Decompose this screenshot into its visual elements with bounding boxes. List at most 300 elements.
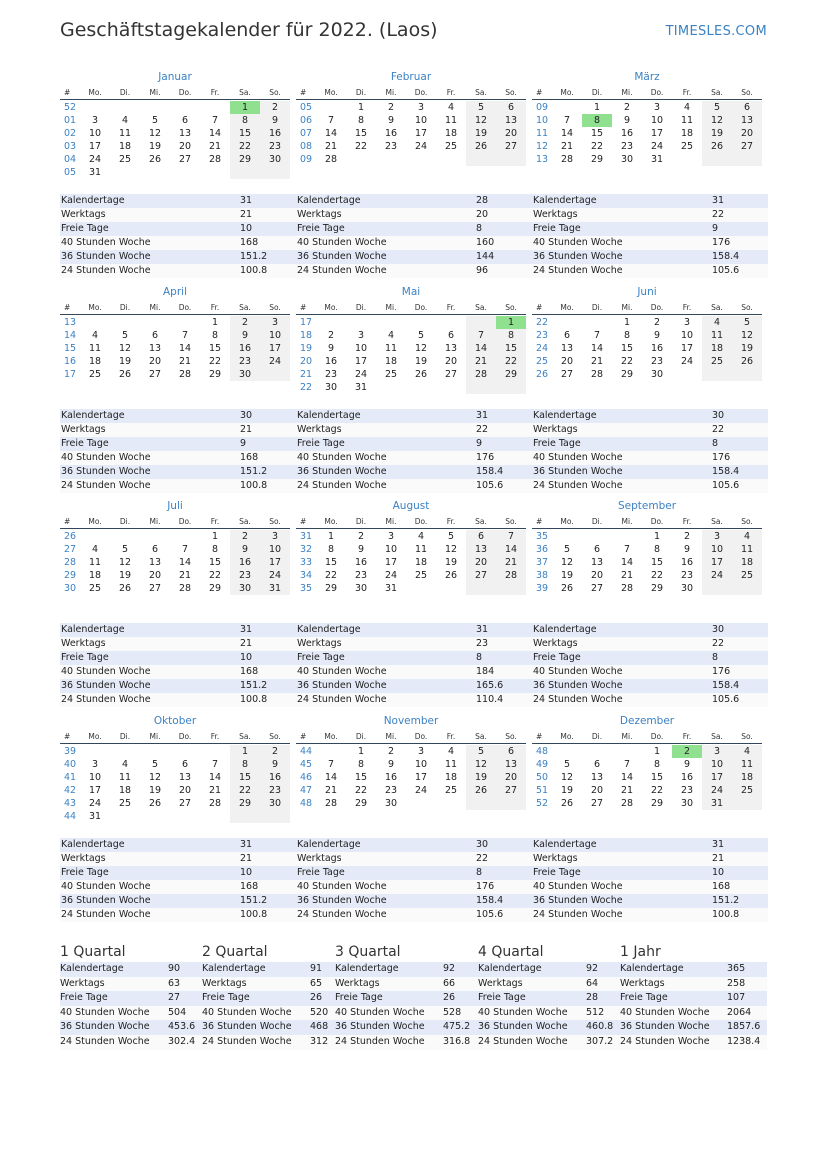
day-cell[interactable]: 29	[590, 154, 604, 165]
day-cell[interactable]: 14	[496, 543, 526, 556]
day-cell[interactable]: 7	[211, 115, 219, 126]
day-cell[interactable]: 5	[151, 115, 159, 126]
day-cell[interactable]: 11	[680, 115, 694, 126]
day-cell[interactable]: 9	[327, 343, 335, 354]
day-cell[interactable]: 8	[357, 115, 365, 126]
day-cell[interactable]: 11	[88, 557, 102, 568]
day-cell[interactable]: 29	[650, 583, 664, 594]
day-cell[interactable]: 20	[466, 556, 496, 569]
day-cell[interactable]: 23	[384, 785, 398, 796]
day-cell[interactable]: 21	[324, 785, 338, 796]
day-cell[interactable]: 9	[230, 329, 260, 342]
day-cell[interactable]: 6	[181, 759, 189, 770]
day-cell[interactable]: 20	[148, 570, 162, 581]
day-cell[interactable]: 5	[417, 330, 425, 341]
day-cell[interactable]: 27	[466, 569, 496, 582]
day-cell[interactable]: 1	[211, 317, 219, 328]
day-cell[interactable]: 23	[650, 356, 664, 367]
day-cell[interactable]: 20	[148, 356, 162, 367]
day-cell[interactable]: 21	[178, 570, 192, 581]
day-cell[interactable]: 10	[88, 772, 102, 783]
day-cell[interactable]: 22	[354, 141, 368, 152]
day-cell[interactable]: 30	[384, 798, 398, 809]
day-cell[interactable]: 26	[732, 355, 762, 368]
day-cell[interactable]: 26	[466, 140, 496, 153]
day-cell[interactable]: 7	[563, 115, 571, 126]
day-cell[interactable]: 20	[732, 127, 762, 140]
day-cell[interactable]: 12	[732, 329, 762, 342]
day-cell[interactable]: 24	[354, 369, 368, 380]
day-cell[interactable]: 18	[732, 556, 762, 569]
day-cell[interactable]: 29	[324, 583, 338, 594]
day-cell[interactable]: 16	[354, 557, 368, 568]
day-cell[interactable]: 25	[118, 798, 132, 809]
day-cell[interactable]: 26	[118, 583, 132, 594]
day-cell[interactable]: 30	[354, 583, 368, 594]
day-cell[interactable]: 11	[732, 543, 762, 556]
day-cell[interactable]: 26	[702, 140, 732, 153]
day-cell[interactable]: 20	[496, 771, 526, 784]
day-cell[interactable]: 23	[620, 141, 634, 152]
day-cell[interactable]: 10	[414, 759, 428, 770]
day-cell[interactable]: 21	[466, 355, 496, 368]
day-cell[interactable]: 2	[683, 531, 691, 542]
day-cell[interactable]: 31	[650, 154, 664, 165]
day-cell[interactable]: 14	[208, 772, 222, 783]
day-cell[interactable]: 12	[148, 772, 162, 783]
day-cell[interactable]: 28	[178, 369, 192, 380]
day-cell[interactable]: 15	[650, 557, 664, 568]
day-cell[interactable]: 3	[91, 115, 99, 126]
day-cell[interactable]: 25	[88, 583, 102, 594]
day-cell[interactable]: 28	[560, 154, 574, 165]
day-cell[interactable]: 9	[653, 330, 661, 341]
day-cell[interactable]: 7	[466, 329, 496, 342]
day-cell[interactable]: 28	[178, 583, 192, 594]
day-cell[interactable]: 13	[732, 114, 762, 127]
day-cell[interactable]: 22	[650, 570, 664, 581]
day-cell[interactable]: 31	[88, 811, 102, 822]
day-cell[interactable]: 10	[260, 329, 290, 342]
day-cell[interactable]: 17	[702, 771, 732, 784]
day-cell[interactable]: 13	[560, 343, 574, 354]
day-cell[interactable]: 1	[593, 102, 601, 113]
day-cell[interactable]: 2	[672, 745, 702, 758]
day-cell[interactable]: 27	[178, 798, 192, 809]
day-cell[interactable]: 15	[354, 128, 368, 139]
day-cell[interactable]: 16	[260, 127, 290, 140]
day-cell[interactable]: 4	[121, 115, 129, 126]
day-cell[interactable]: 18	[414, 557, 428, 568]
day-cell[interactable]: 28	[324, 154, 338, 165]
day-cell[interactable]: 27	[590, 583, 604, 594]
day-cell[interactable]: 26	[466, 784, 496, 797]
day-cell[interactable]: 21	[620, 570, 634, 581]
day-cell[interactable]: 8	[496, 329, 526, 342]
day-cell[interactable]: 31	[702, 797, 732, 810]
day-cell[interactable]: 23	[260, 784, 290, 797]
day-cell[interactable]: 23	[384, 141, 398, 152]
day-cell[interactable]: 2	[623, 102, 631, 113]
day-cell[interactable]: 14	[324, 772, 338, 783]
day-cell[interactable]: 28	[496, 569, 526, 582]
day-cell[interactable]: 19	[466, 771, 496, 784]
day-cell[interactable]: 6	[563, 330, 571, 341]
day-cell[interactable]: 3	[683, 317, 691, 328]
day-cell[interactable]: 1	[623, 317, 631, 328]
day-cell[interactable]: 8	[582, 114, 612, 127]
day-cell[interactable]: 10	[260, 543, 290, 556]
day-cell[interactable]: 30	[260, 797, 290, 810]
day-cell[interactable]: 16	[260, 771, 290, 784]
day-cell[interactable]: 17	[88, 141, 102, 152]
day-cell[interactable]: 3	[702, 530, 732, 543]
day-cell[interactable]: 26	[560, 798, 574, 809]
day-cell[interactable]: 19	[148, 141, 162, 152]
day-cell[interactable]: 6	[151, 544, 159, 555]
day-cell[interactable]: 28	[466, 368, 496, 381]
day-cell[interactable]: 19	[560, 785, 574, 796]
day-cell[interactable]: 18	[88, 356, 102, 367]
day-cell[interactable]: 29	[620, 369, 634, 380]
day-cell[interactable]: 7	[623, 759, 631, 770]
day-cell[interactable]: 14	[620, 557, 634, 568]
day-cell[interactable]: 4	[732, 745, 762, 758]
day-cell[interactable]: 20	[178, 141, 192, 152]
day-cell[interactable]: 1	[653, 531, 661, 542]
day-cell[interactable]: 15	[590, 128, 604, 139]
day-cell[interactable]: 24	[88, 154, 102, 165]
day-cell[interactable]: 11	[414, 544, 428, 555]
day-cell[interactable]: 22	[354, 785, 368, 796]
day-cell[interactable]: 28	[620, 583, 634, 594]
day-cell[interactable]: 27	[732, 140, 762, 153]
day-cell[interactable]: 25	[732, 569, 762, 582]
day-cell[interactable]: 6	[593, 759, 601, 770]
day-cell[interactable]: 3	[91, 759, 99, 770]
day-cell[interactable]: 6	[496, 101, 526, 114]
day-cell[interactable]: 2	[260, 745, 290, 758]
day-cell[interactable]: 16	[680, 557, 694, 568]
day-cell[interactable]: 12	[148, 128, 162, 139]
day-cell[interactable]: 6	[151, 330, 159, 341]
day-cell[interactable]: 25	[118, 154, 132, 165]
day-cell[interactable]: 24	[260, 569, 290, 582]
day-cell[interactable]: 27	[444, 369, 458, 380]
day-cell[interactable]: 14	[466, 342, 496, 355]
day-cell[interactable]: 30	[680, 583, 694, 594]
day-cell[interactable]: 7	[327, 115, 335, 126]
day-cell[interactable]: 19	[444, 557, 458, 568]
day-cell[interactable]: 7	[593, 330, 601, 341]
day-cell[interactable]: 18	[702, 342, 732, 355]
day-cell[interactable]: 23	[680, 785, 694, 796]
day-cell[interactable]: 20	[560, 356, 574, 367]
day-cell[interactable]: 27	[560, 369, 574, 380]
day-cell[interactable]: 1	[357, 102, 365, 113]
day-cell[interactable]: 19	[732, 342, 762, 355]
day-cell[interactable]: 15	[354, 772, 368, 783]
day-cell[interactable]: 6	[181, 115, 189, 126]
day-cell[interactable]: 15	[208, 343, 222, 354]
day-cell[interactable]: 30	[620, 154, 634, 165]
day-cell[interactable]: 14	[560, 128, 574, 139]
day-cell[interactable]: 31	[260, 582, 290, 595]
day-cell[interactable]: 12	[702, 114, 732, 127]
day-cell[interactable]: 5	[151, 759, 159, 770]
day-cell[interactable]: 10	[650, 115, 664, 126]
day-cell[interactable]: 12	[444, 544, 458, 555]
day-cell[interactable]: 13	[148, 343, 162, 354]
day-cell[interactable]: 26	[414, 369, 428, 380]
day-cell[interactable]: 12	[560, 772, 574, 783]
day-cell[interactable]: 29	[496, 368, 526, 381]
day-cell[interactable]: 9	[357, 544, 365, 555]
day-cell[interactable]: 17	[414, 772, 428, 783]
day-cell[interactable]: 9	[683, 759, 691, 770]
day-cell[interactable]: 13	[466, 543, 496, 556]
day-cell[interactable]: 25	[414, 570, 428, 581]
day-cell[interactable]: 3	[357, 330, 365, 341]
day-cell[interactable]: 2	[327, 330, 335, 341]
day-cell[interactable]: 20	[178, 785, 192, 796]
day-cell[interactable]: 30	[230, 368, 260, 381]
day-cell[interactable]: 9	[260, 758, 290, 771]
day-cell[interactable]: 17	[680, 343, 694, 354]
day-cell[interactable]: 29	[354, 798, 368, 809]
day-cell[interactable]: 14	[324, 128, 338, 139]
day-cell[interactable]: 27	[590, 798, 604, 809]
day-cell[interactable]: 3	[387, 531, 395, 542]
day-cell[interactable]: 3	[417, 746, 425, 757]
day-cell[interactable]: 22	[208, 356, 222, 367]
day-cell[interactable]: 21	[620, 785, 634, 796]
day-cell[interactable]: 23	[230, 355, 260, 368]
day-cell[interactable]: 7	[211, 759, 219, 770]
day-cell[interactable]: 9	[623, 115, 631, 126]
day-cell[interactable]: 16	[650, 343, 664, 354]
day-cell[interactable]: 5	[121, 330, 129, 341]
day-cell[interactable]: 7	[496, 530, 526, 543]
day-cell[interactable]: 16	[384, 772, 398, 783]
day-cell[interactable]: 4	[91, 544, 99, 555]
day-cell[interactable]: 25	[88, 369, 102, 380]
day-cell[interactable]: 28	[620, 798, 634, 809]
day-cell[interactable]: 5	[447, 531, 455, 542]
day-cell[interactable]: 24	[680, 356, 694, 367]
day-cell[interactable]: 17	[702, 556, 732, 569]
day-cell[interactable]: 20	[496, 127, 526, 140]
day-cell[interactable]: 10	[88, 128, 102, 139]
day-cell[interactable]: 23	[354, 570, 368, 581]
day-cell[interactable]: 15	[230, 127, 260, 140]
day-cell[interactable]: 26	[148, 154, 162, 165]
day-cell[interactable]: 22	[230, 140, 260, 153]
day-cell[interactable]: 19	[118, 356, 132, 367]
day-cell[interactable]: 30	[680, 798, 694, 809]
day-cell[interactable]: 24	[702, 784, 732, 797]
day-cell[interactable]: 25	[384, 369, 398, 380]
day-cell[interactable]: 12	[466, 114, 496, 127]
day-cell[interactable]: 24	[702, 569, 732, 582]
day-cell[interactable]: 6	[593, 544, 601, 555]
day-cell[interactable]: 5	[466, 101, 496, 114]
day-cell[interactable]: 5	[563, 544, 571, 555]
day-cell[interactable]: 24	[650, 141, 664, 152]
day-cell[interactable]: 11	[118, 128, 132, 139]
day-cell[interactable]: 17	[354, 356, 368, 367]
day-cell[interactable]: 16	[230, 342, 260, 355]
day-cell[interactable]: 1	[653, 746, 661, 757]
day-cell[interactable]: 15	[650, 772, 664, 783]
day-cell[interactable]: 27	[178, 154, 192, 165]
day-cell[interactable]: 19	[560, 570, 574, 581]
day-cell[interactable]: 6	[732, 101, 762, 114]
day-cell[interactable]: 31	[88, 167, 102, 178]
day-cell[interactable]: 8	[357, 759, 365, 770]
day-cell[interactable]: 7	[181, 330, 189, 341]
day-cell[interactable]: 11	[444, 759, 458, 770]
day-cell[interactable]: 3	[702, 745, 732, 758]
day-cell[interactable]: 4	[387, 330, 395, 341]
day-cell[interactable]: 13	[178, 128, 192, 139]
day-cell[interactable]: 3	[653, 102, 661, 113]
day-cell[interactable]: 1	[211, 531, 219, 542]
day-cell[interactable]: 13	[148, 557, 162, 568]
day-cell[interactable]: 11	[118, 772, 132, 783]
day-cell[interactable]: 4	[91, 330, 99, 341]
day-cell[interactable]: 2	[260, 101, 290, 114]
day-cell[interactable]: 10	[354, 343, 368, 354]
day-cell[interactable]: 28	[208, 798, 222, 809]
day-cell[interactable]: 20	[590, 570, 604, 581]
day-cell[interactable]: 25	[680, 141, 694, 152]
day-cell[interactable]: 16	[384, 128, 398, 139]
day-cell[interactable]: 2	[387, 746, 395, 757]
day-cell[interactable]: 4	[121, 759, 129, 770]
day-cell[interactable]: 21	[496, 556, 526, 569]
day-cell[interactable]: 29	[230, 153, 260, 166]
day-cell[interactable]: 18	[444, 128, 458, 139]
day-cell[interactable]: 17	[384, 557, 398, 568]
day-cell[interactable]: 23	[324, 369, 338, 380]
day-cell[interactable]: 27	[148, 369, 162, 380]
day-cell[interactable]: 4	[447, 746, 455, 757]
day-cell[interactable]: 13	[590, 772, 604, 783]
day-cell[interactable]: 28	[324, 798, 338, 809]
day-cell[interactable]: 13	[178, 772, 192, 783]
day-cell[interactable]: 4	[447, 102, 455, 113]
day-cell[interactable]: 12	[118, 343, 132, 354]
day-cell[interactable]: 18	[118, 141, 132, 152]
day-cell[interactable]: 29	[208, 369, 222, 380]
day-cell[interactable]: 22	[230, 784, 260, 797]
day-cell[interactable]: 30	[230, 582, 260, 595]
day-cell[interactable]: 17	[260, 556, 290, 569]
day-cell[interactable]: 1	[357, 746, 365, 757]
day-cell[interactable]: 15	[496, 342, 526, 355]
day-cell[interactable]: 1	[327, 531, 335, 542]
day-cell[interactable]: 4	[732, 530, 762, 543]
day-cell[interactable]: 16	[230, 556, 260, 569]
day-cell[interactable]: 20	[590, 785, 604, 796]
day-cell[interactable]: 18	[732, 771, 762, 784]
day-cell[interactable]: 10	[702, 543, 732, 556]
day-cell[interactable]: 13	[496, 114, 526, 127]
day-cell[interactable]: 1	[230, 745, 260, 758]
day-cell[interactable]: 18	[444, 772, 458, 783]
day-cell[interactable]: 31	[384, 583, 398, 594]
day-cell[interactable]: 3	[260, 316, 290, 329]
day-cell[interactable]: 29	[230, 797, 260, 810]
day-cell[interactable]: 27	[496, 784, 526, 797]
day-cell[interactable]: 26	[560, 583, 574, 594]
day-cell[interactable]: 1	[230, 101, 260, 114]
day-cell[interactable]: 26	[444, 570, 458, 581]
day-cell[interactable]: 9	[387, 759, 395, 770]
day-cell[interactable]: 18	[384, 356, 398, 367]
day-cell[interactable]: 18	[680, 128, 694, 139]
day-cell[interactable]: 16	[324, 356, 338, 367]
day-cell[interactable]: 6	[466, 530, 496, 543]
day-cell[interactable]: 22	[650, 785, 664, 796]
day-cell[interactable]: 3	[417, 102, 425, 113]
day-cell[interactable]: 18	[118, 785, 132, 796]
day-cell[interactable]: 15	[230, 771, 260, 784]
day-cell[interactable]: 23	[260, 140, 290, 153]
day-cell[interactable]: 25	[444, 141, 458, 152]
day-cell[interactable]: 22	[324, 570, 338, 581]
day-cell[interactable]: 8	[230, 114, 260, 127]
day-cell[interactable]: 22	[590, 141, 604, 152]
day-cell[interactable]: 23	[230, 569, 260, 582]
day-cell[interactable]: 24	[260, 355, 290, 368]
day-cell[interactable]: 14	[208, 128, 222, 139]
day-cell[interactable]: 24	[384, 570, 398, 581]
day-cell[interactable]: 17	[414, 128, 428, 139]
day-cell[interactable]: 12	[414, 343, 428, 354]
day-cell[interactable]: 8	[211, 330, 219, 341]
day-cell[interactable]: 19	[118, 570, 132, 581]
day-cell[interactable]: 11	[384, 343, 398, 354]
day-cell[interactable]: 8	[653, 759, 661, 770]
day-cell[interactable]: 9	[387, 115, 395, 126]
day-cell[interactable]: 12	[466, 758, 496, 771]
day-cell[interactable]: 16	[620, 128, 634, 139]
day-cell[interactable]: 11	[444, 115, 458, 126]
day-cell[interactable]: 25	[702, 355, 732, 368]
day-cell[interactable]: 8	[653, 544, 661, 555]
day-cell[interactable]: 31	[354, 382, 368, 393]
day-cell[interactable]: 2	[357, 531, 365, 542]
day-cell[interactable]: 10	[680, 330, 694, 341]
day-cell[interactable]: 10	[702, 758, 732, 771]
day-cell[interactable]: 21	[324, 141, 338, 152]
day-cell[interactable]: 21	[590, 356, 604, 367]
day-cell[interactable]: 11	[732, 758, 762, 771]
day-cell[interactable]: 1	[496, 316, 526, 329]
day-cell[interactable]: 8	[623, 330, 631, 341]
day-cell[interactable]: 28	[208, 154, 222, 165]
day-cell[interactable]: 22	[208, 570, 222, 581]
day-cell[interactable]: 5	[702, 101, 732, 114]
day-cell[interactable]: 15	[324, 557, 338, 568]
day-cell[interactable]: 22	[620, 356, 634, 367]
day-cell[interactable]: 14	[178, 557, 192, 568]
day-cell[interactable]: 14	[590, 343, 604, 354]
day-cell[interactable]: 14	[178, 343, 192, 354]
day-cell[interactable]: 24	[414, 785, 428, 796]
